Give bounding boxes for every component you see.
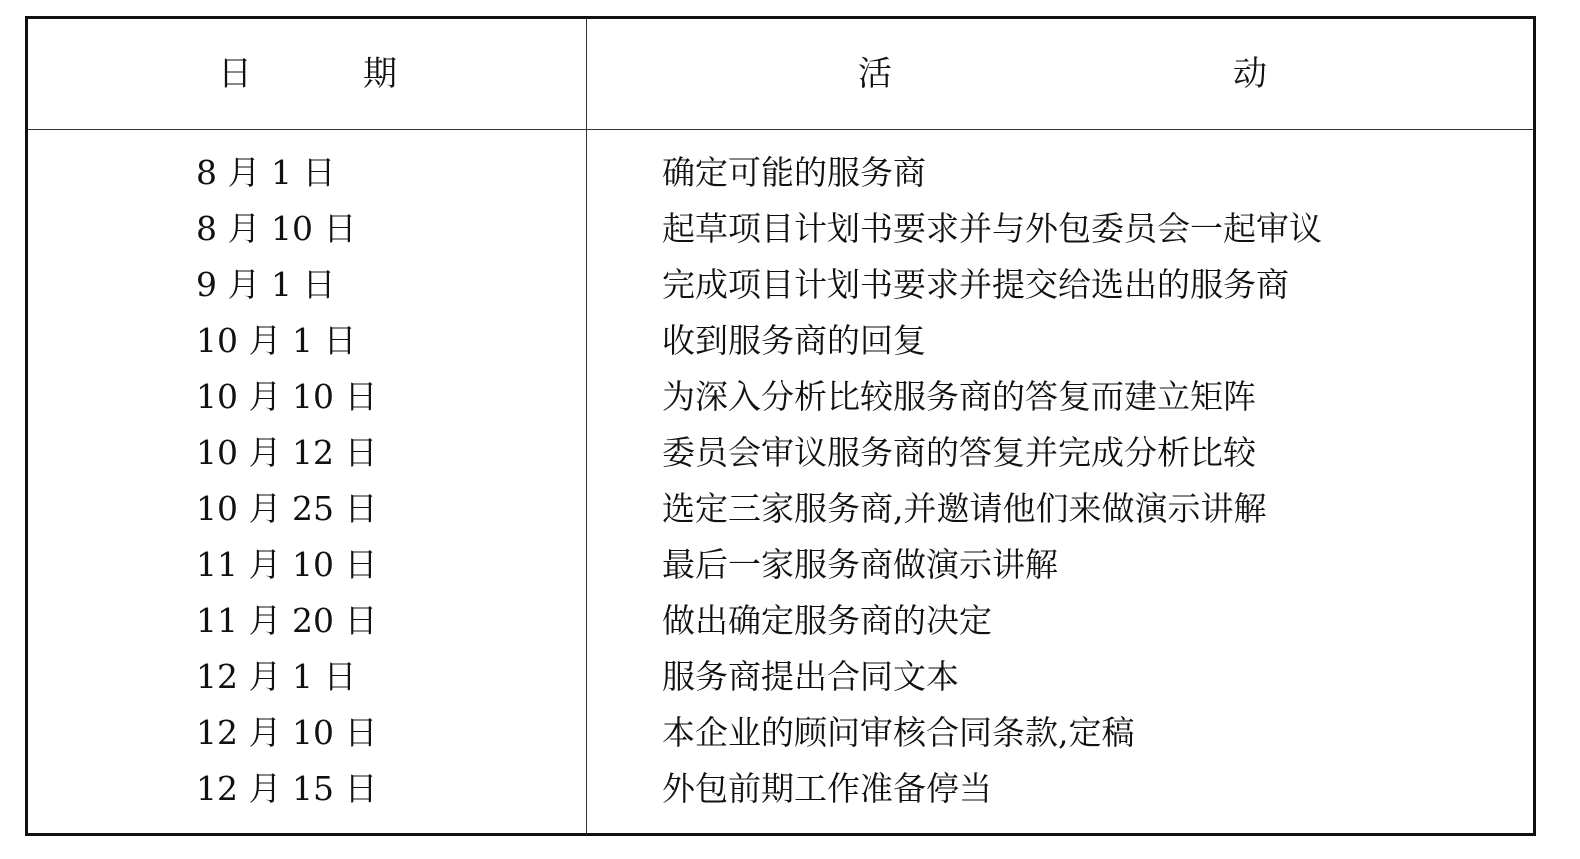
activity-cell: 委员会审议服务商的答复并完成分析比较 [662,433,1256,472]
date-cell: 10 月 10 日 [196,377,378,416]
date-cell: 10 月 12 日 [196,433,378,472]
header-date-char-2: 期 [363,54,397,94]
date-cell: 9 月 1 日 [196,265,336,304]
date-cell: 10 月 25 日 [196,489,378,528]
activity-cell: 外包前期工作准备停当 [662,769,992,808]
activity-cell: 为深入分析比较服务商的答复而建立矩阵 [662,377,1256,416]
table-row [28,313,1533,369]
activity-cell: 选定三家服务商,并邀请他们来做演示讲解 [662,489,1267,528]
header-activity-char-1: 活 [858,54,892,94]
date-cell: 12 月 15 日 [196,769,378,808]
table-row [28,761,1533,817]
table-row [28,145,1533,201]
activity-cell: 最后一家服务商做演示讲解 [662,545,1058,584]
activity-cell: 收到服务商的回复 [662,321,926,360]
activity-cell: 做出确定服务商的决定 [662,601,992,640]
table-row [28,201,1533,257]
header-divider [28,129,1533,130]
activity-cell: 完成项目计划书要求并提交给选出的服务商 [662,265,1289,304]
date-cell: 8 月 1 日 [196,153,336,192]
activity-cell: 服务商提出合同文本 [662,657,959,696]
table-row [28,257,1533,313]
activity-cell: 确定可能的服务商 [662,153,926,192]
activity-cell: 起草项目计划书要求并与外包委员会一起审议 [662,209,1322,248]
header-activity-char-2: 动 [1233,54,1267,94]
table-row [28,369,1533,425]
table-row [28,593,1533,649]
table-row [28,481,1533,537]
activity-cell: 本企业的顾问审核合同条款,定稿 [662,713,1135,752]
table-body [28,145,1533,817]
date-cell: 10 月 1 日 [196,321,357,360]
date-cell: 12 月 1 日 [196,657,357,696]
date-cell: 8 月 10 日 [196,209,357,248]
table-row [28,705,1533,761]
header-date-char-1: 日 [218,54,252,94]
table-row [28,649,1533,705]
schedule-table [25,16,1536,836]
date-cell: 12 月 10 日 [196,713,378,752]
table-row [28,425,1533,481]
date-cell: 11 月 10 日 [196,545,378,584]
table-row [28,537,1533,593]
date-cell: 11 月 20 日 [196,601,378,640]
